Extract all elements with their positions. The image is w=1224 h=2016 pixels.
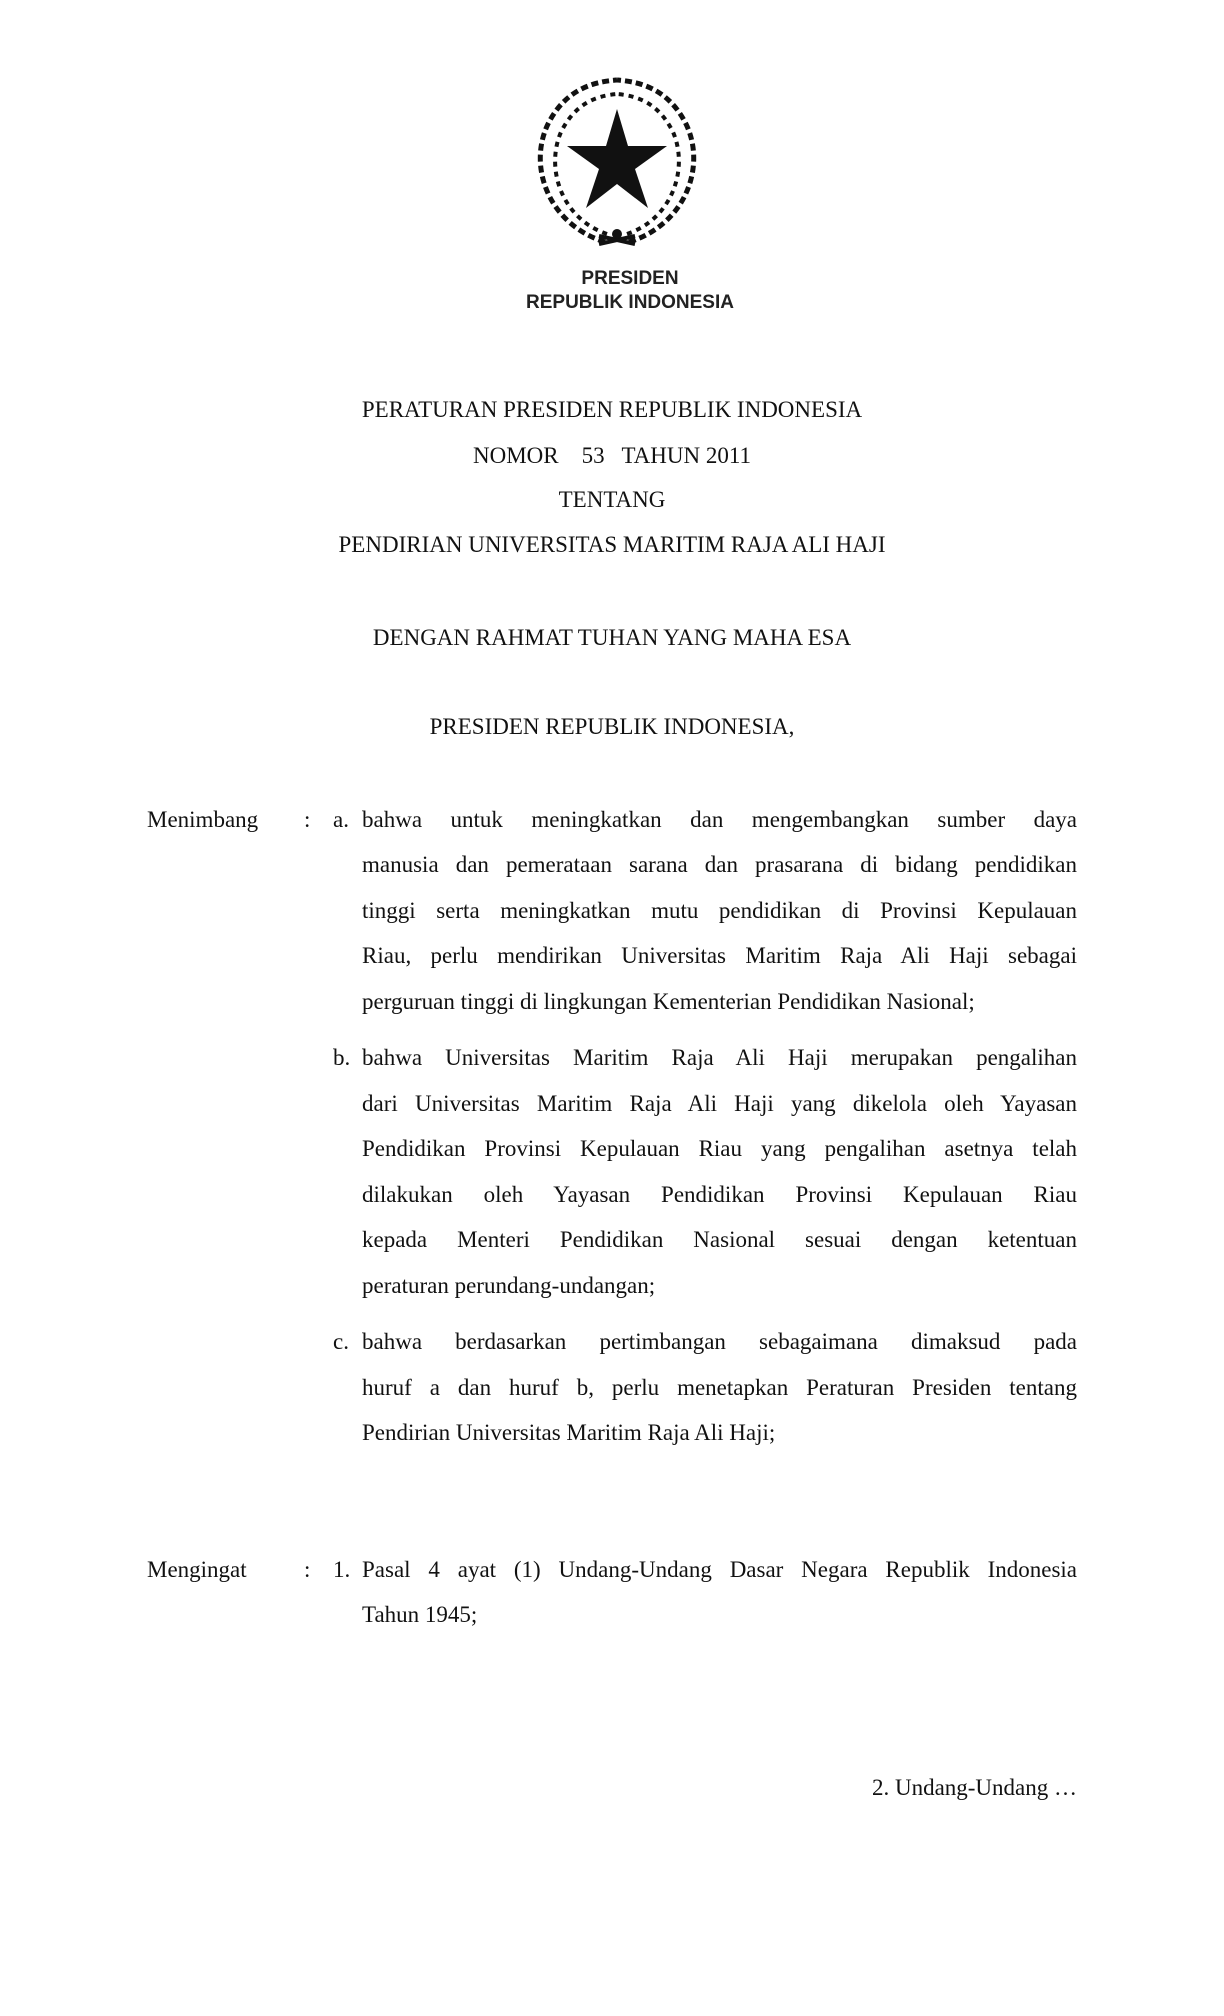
menimbang-c-line: huruf a dan huruf b, perlu menetapkan Peraturan Presiden tentang — [362, 1375, 1077, 1400]
menimbang-marker-b: b. — [333, 1045, 351, 1070]
menimbang-a-line: Riau, perlu mendirikan Universitas Maritim Raja Ali Haji sebagai — [362, 943, 1077, 968]
letterhead-line-1: PRESIDEN — [581, 268, 679, 289]
mengingat-marker-1: 1. — [333, 1557, 351, 1582]
menimbang-c-line: bahwa berdasarkan pertimbangan sebagaimana dimaksud pada — [362, 1329, 1077, 1354]
menimbang-b-line: Pendidikan Provinsi Kepulauan Riau yang pengalihan asetnya telah — [362, 1136, 1077, 1161]
menimbang-marker-a: a. — [333, 807, 349, 832]
menimbang-a-line: tinggi serta meningkatkan mutu pendidikan di Provinsi Kepulauan — [362, 898, 1077, 923]
regulation-number: NOMOR 53 TAHUN 2011 — [473, 443, 751, 468]
menimbang-colon: : — [304, 807, 311, 832]
menimbang-b-line: dari Universitas Maritim Raja Ali Haji yang dikelola oleh Yayasan — [362, 1091, 1077, 1116]
menimbang-b-line: kepada Menteri Pendidikan Nasional sesuai dengan ketentuan — [362, 1227, 1077, 1252]
mengingat-colon: : — [304, 1557, 311, 1582]
letterhead-line-2: REPUBLIK INDONESIA — [526, 292, 734, 313]
mengingat-1-line: Tahun 1945; — [362, 1602, 478, 1627]
issuer: PRESIDEN REPUBLIK INDONESIA, — [429, 714, 795, 739]
regulation-about: TENTANG — [558, 487, 666, 512]
regulation-title: PERATURAN PRESIDEN REPUBLIK INDONESIA — [361, 397, 863, 422]
menimbang-b-line: bahwa Universitas Maritim Raja Ali Haji merupakan pengalihan — [362, 1045, 1077, 1070]
page-continuation: 2. Undang-Undang … — [871, 1775, 1077, 1800]
regulation-subject: PENDIRIAN UNIVERSITAS MARITIM RAJA ALI HAJI — [338, 532, 886, 557]
menimbang-marker-c: c. — [333, 1329, 349, 1354]
menimbang-a-line: perguruan tinggi di lingkungan Kementerian Pendidikan Nasional; — [362, 989, 975, 1014]
menimbang-a-line: bahwa untuk meningkatkan dan mengembangkan sumber daya — [362, 807, 1077, 832]
mengingat-1-line: Pasal 4 ayat (1) Undang-Undang Dasar Negara Republik Indonesia — [362, 1557, 1077, 1582]
mengingat-label: Mengingat — [147, 1557, 247, 1582]
menimbang-c-line: Pendirian Universitas Maritim Raja Ali Haji; — [362, 1420, 776, 1445]
menimbang-b-line: peraturan perundang-undangan; — [362, 1273, 656, 1298]
menimbang-b-line: dilakukan oleh Yayasan Pendidikan Provinsi Kepulauan Riau — [362, 1182, 1077, 1207]
menimbang-a-line: manusia dan pemerataan sarana dan prasarana di bidang pendidikan — [362, 852, 1077, 877]
preamble: DENGAN RAHMAT TUHAN YANG MAHA ESA — [372, 625, 852, 650]
presidential-seal-emblem — [527, 74, 707, 256]
menimbang-label: Menimbang — [147, 807, 259, 832]
